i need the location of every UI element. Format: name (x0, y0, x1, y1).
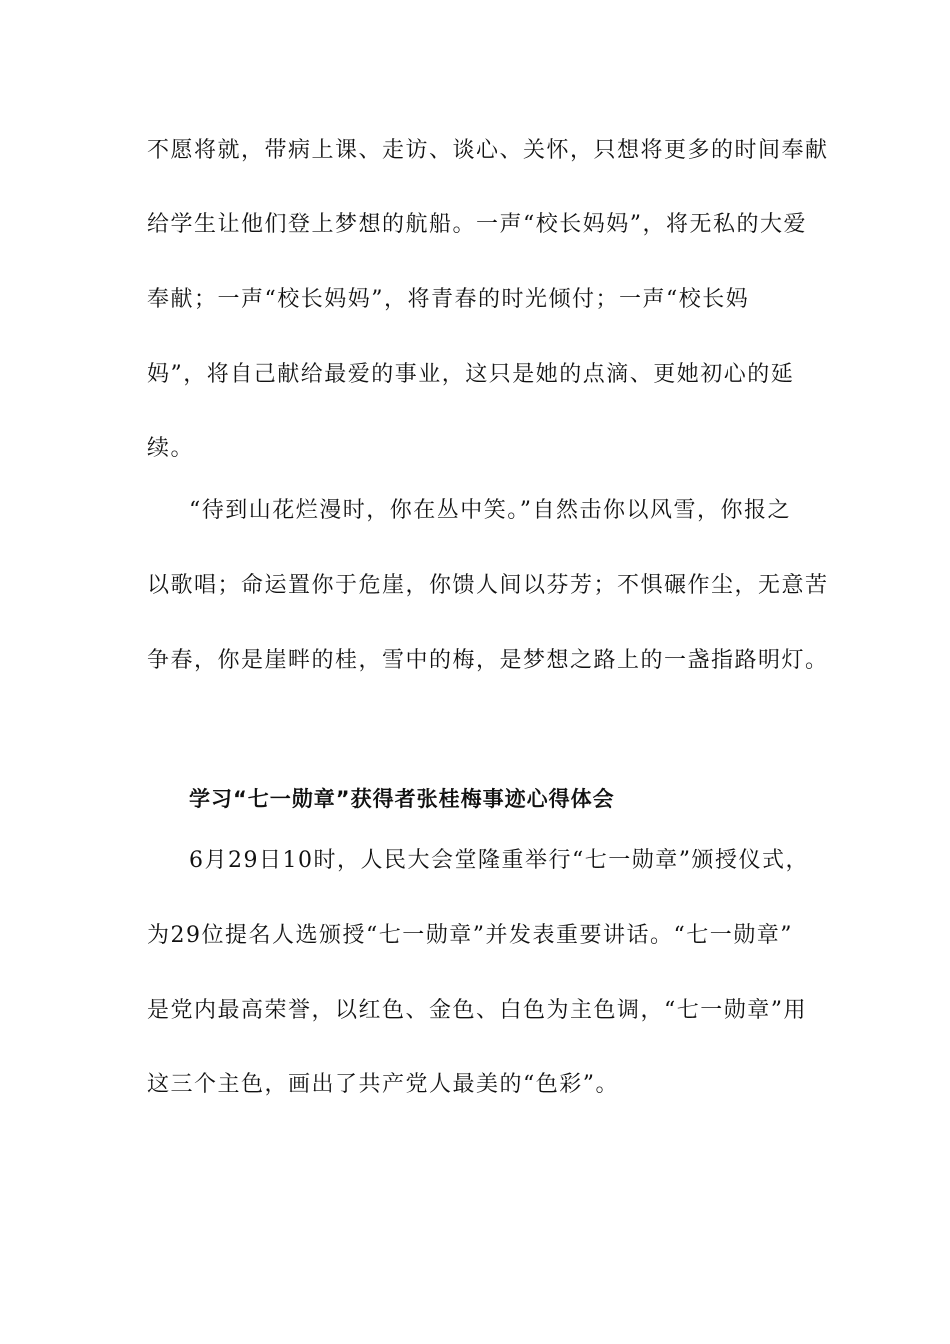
paragraph-line: 争春，你是崖畔的桂，雪中的梅，是梦想之路上的一盏指路明灯。 (147, 648, 829, 673)
paragraph-line: 6月29日10时，人民大会堂隆重举行“七一勋章”颁授仪式， (189, 848, 809, 873)
paragraph-line: 续。 (147, 436, 195, 461)
paragraph-line: 妈”，将自己献给最爱的事业，这只是她的点滴、更她初心的延 (147, 362, 795, 387)
paragraph-line: 给学生让他们登上梦想的航船。一声“校长妈妈”，将无私的大爱 (147, 212, 807, 237)
paragraph-line: 这三个主色，画出了共产党人最美的“色彩”。 (147, 1072, 619, 1097)
paragraph-line: 奉献；一声“校长妈妈”，将青春的时光倾付；一声“校长妈 (147, 287, 750, 312)
paragraph-line: 为29位提名人选颁授“七一勋章”并发表重要讲话。“七一勋章” (147, 923, 793, 948)
paragraph-line: “待到山花烂漫时，你在丛中笑。”自然击你以风雪，你报之 (189, 498, 791, 523)
article-title: 学习“七一勋章”获得者张桂梅事迹心得体会 (189, 787, 615, 811)
paragraph-line: 以歌唱；命运置你于危崖，你馈人间以芬芳；不惧碾作尘，无意苦 (147, 573, 829, 598)
paragraph-line: 不愿将就，带病上课、走访、谈心、关怀，只想将更多的时间奉献 (147, 138, 829, 163)
paragraph-line: 是党内最高荣誉，以红色、金色、白色为主色调，“七一勋章”用 (147, 998, 807, 1023)
